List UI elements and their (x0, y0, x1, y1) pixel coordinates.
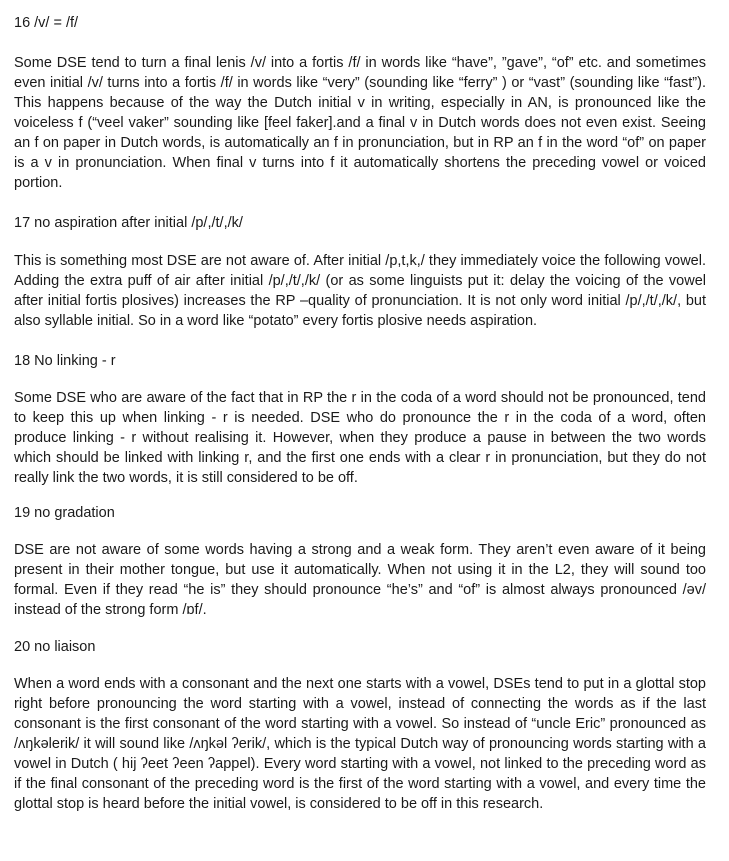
section-20-paragraph: When a word ends with a consonant and the next one starts with a vowel, DSEs tend to put in a glottal stop right before pronouncing the word starting with a vowel, instead of connecting the words as if the last consonant is the first consonant of the word starting with a vowel. So instead of “uncle Eric” pronounced as /ʌŋkəlerik/ it will sound like /ʌŋkəl ʔerik/, which is the typical Dutch way of pronouncing words starting with a vowel in Dutch ( hij ʔeet ʔeen ʔappel). Every word starting with a vowel, not linked to the preceding word as if the final consonant of the preceding word is the first of the word starting with a vowel, and every time the glottal stop is heard before the initial vowel, is considered to be off in this research. (14, 676, 706, 812)
section-17-heading: 17 no aspiration after initial /p/,/t/,/k/ (14, 215, 243, 231)
section-17-paragraph: This is something most DSE are not aware of. After initial /p,t,k,/ they immediately voice the following vowel. Adding the extra puff of air after initial /p/,/t/,/k/ (or as some linguists put it: delay the voicing of the vowel after initial fortis plosives) increases the RP –quality of pronunciation. It is not only word initial /p/,/t/,/k/, but also syllable initial. So in a word like “potato” every fortis plosive needs aspiration. (14, 253, 706, 329)
section-19-heading: 19 no gradation (14, 505, 115, 521)
section-16-paragraph: Some DSE tend to turn a final lenis /v/ into a fortis /f/ in words like “have”, ”gave”, “of” etc. and sometimes even initial /v/ turns into a fortis /f/ in words like “very” (sounding like “ferry” ) or “vast” (sounding like “fast”). This happens because of the way the Dutch initial v in writing, especially in AN, is pronounced like the voiceless f (“veel vaker” sounding like [feel faker].and a final v in Dutch words does not even exist. Seeing an f on paper in Dutch words, is automatically an f in pronunciation, but in RP an f in the word “of” on paper is a v in pronunciation. When final v turns into f it automatically shortens the preceding vowel or voiced portion. (14, 55, 706, 191)
section-20-heading: 20 no liaison (14, 639, 96, 655)
section-16-heading: 16 /v/ = /f/ (14, 15, 79, 31)
section-19-paragraph: DSE are not aware of some words having a strong and a weak form. They aren’t even aware of it being present in their mother tongue, but use it automatically. When not using it in the L2, they will sound too formal. Even if they read “he is” they should pronounce “he’s” and “of” is almost always pronounced /əv/ instead of the strong form /ɒf/. (14, 542, 706, 618)
section-18-paragraph: Some DSE who are aware of the fact that in RP the r in the coda of a word should not be pronounced, tend to keep this up when linking - r is needed. DSE who do pronounce the r in the coda of a word, often produce linking - r without realising it. However, when they produce a pause in between the two words which should be linked with linking r, and the first one ends with a clear r in pronunciation, but they do not really link the two words, it is still considered to be off. (14, 390, 706, 486)
section-18-heading: 18 No linking - r (14, 353, 116, 369)
